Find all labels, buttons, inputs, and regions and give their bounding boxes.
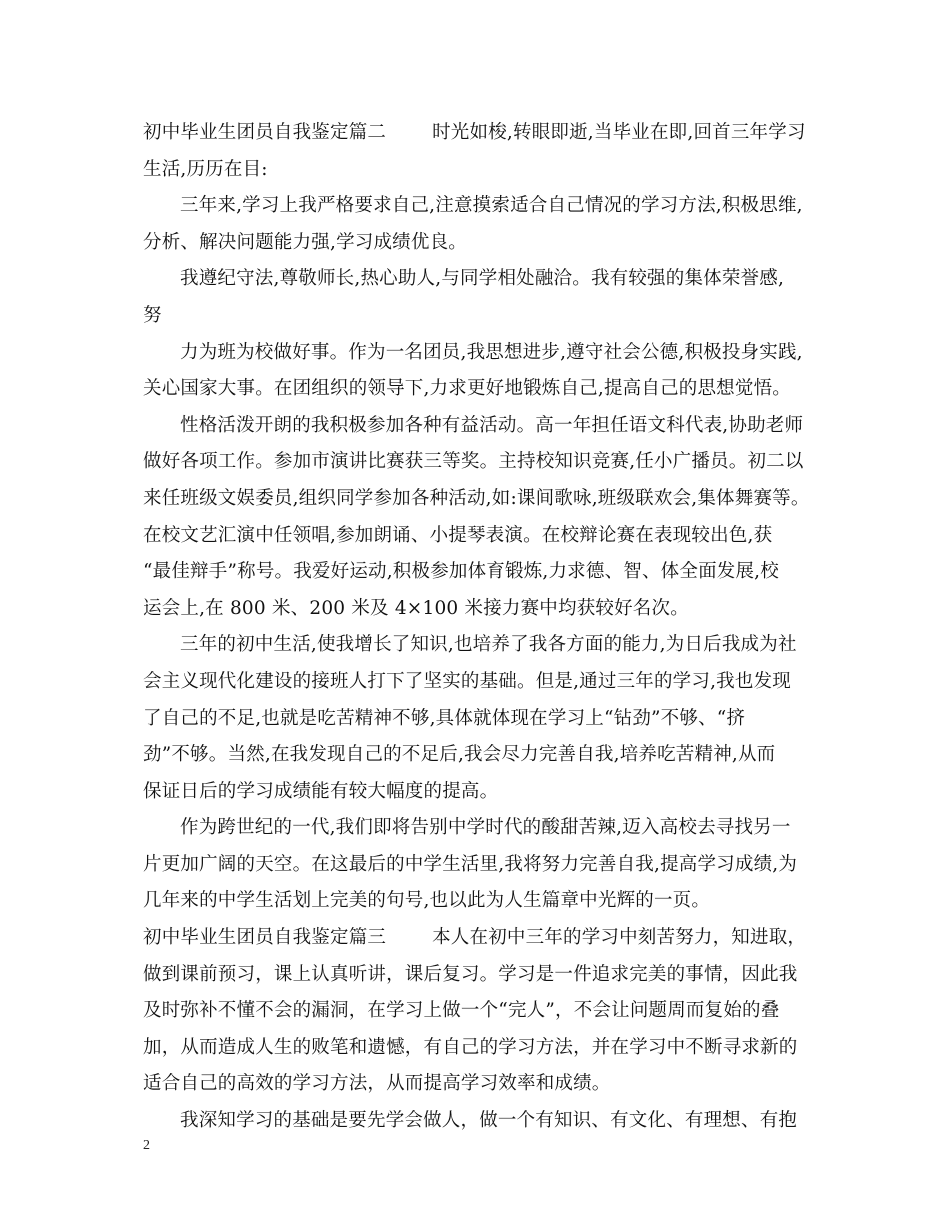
text-line — [143, 152, 813, 189]
section-heading: 初中毕业生团员自我鉴定篇二 — [143, 122, 387, 143]
text-run: 片更加广阔的天空。在这最后的中学生活里,我将努力完善自我,提高学习成绩,为 — [143, 853, 798, 875]
text-run: 作为跨世纪的一代,我们即将告别中学时代的酸甜苦辣,迈入高校去寻找另一 — [180, 817, 791, 839]
text-line — [143, 701, 813, 738]
text-run: 了自己的不足,也就是吃苦精神不够,具体就体现在学习上“钻劲”不够、“挤 — [143, 707, 746, 729]
text-line — [143, 225, 813, 262]
text-line — [143, 847, 813, 884]
text-run: 加，从而造成人生的败笔和遗憾，有自己的学习方法，并在学习中不断寻求新的 — [143, 1036, 798, 1058]
text-line — [143, 591, 813, 628]
text-line — [143, 883, 813, 920]
text-run: 我深知学习的基础是要先学会做人，做一个有知识、有文化、有理想、有抱 — [180, 1110, 798, 1132]
text-run: “最佳辩手”称号。我爱好运动,积极参加体育锻炼,力求德、智、体全面发展,校 — [143, 561, 779, 583]
text-line — [143, 737, 813, 774]
text-run: 会主义现代化建设的接班人打下了坚实的基础。但是,通过三年的学习,我也发现 — [143, 670, 791, 692]
text-run: 本人在初中三年的学习中刻苦努力，知进取， — [432, 927, 807, 949]
text-run: 在校文艺汇演中任领唱,参加朗诵、小提琴表演。在校辩论赛在表现较出色,获 — [143, 524, 773, 546]
text-line — [143, 408, 813, 445]
text-run: 适合自己的高效的学习方法，从而提高学习效率和成绩。 — [143, 1073, 611, 1095]
text-run: 力为班为校做好事。作为一名团员,我思想进步,遵守社会公德,积极投身实践, — [180, 341, 803, 363]
text-run: 做到课前预习，课上认真听讲，课后复习。学习是一件追求完美的事情，因此我 — [143, 963, 798, 985]
text-run: 关心国家大事。在团组织的领导下,力求更好地锻炼自己,提高自己的思想觉悟。 — [143, 378, 791, 400]
text-line — [143, 481, 813, 518]
text-run: 几年来的中学生活划上完美的句号,也以此为人生篇章中光辉的一页。 — [143, 890, 711, 912]
text-line — [143, 627, 813, 664]
text-run: 我遵纪守法,尊敬师长,热心助人,与同学相处融洽。我有较强的集体荣誉感, — [180, 268, 785, 290]
text-run: 劲”不够。当然,在我发现自己的不足后,我会尽力完善自我,培养吃苦精神,从而 — [143, 744, 776, 766]
text-line-section-heading-3 — [143, 920, 813, 957]
text-line — [143, 957, 813, 994]
text-line — [143, 1066, 813, 1103]
text-run: 生活,历历在目: — [143, 158, 268, 180]
text-line — [143, 1030, 813, 1067]
text-run: 做好各项工作。参加市演讲比赛获三等奖。主持校知识竞赛,任小广播员。初二以 — [143, 451, 804, 473]
text-line — [143, 188, 813, 225]
text-run: 保证日后的学习成绩能有较大幅度的提高。 — [143, 780, 499, 802]
text-run: 及时弥补不懂不会的漏洞，在学习上做一个“完人”，不会让问题周而复始的叠 — [143, 1000, 780, 1022]
text-line — [143, 810, 813, 847]
text-line — [143, 774, 813, 811]
text-run: 分析、解决问题能力强,学习成绩优良。 — [143, 231, 467, 253]
text-line — [143, 371, 813, 408]
text-run: 性格活泼开朗的我积极参加各种有益活动。高一年担任语文科代表,协助老师 — [180, 414, 804, 436]
text-run: 时光如梭,转眼即逝,当毕业在即,回首三年学习 — [432, 122, 806, 143]
document-body — [143, 115, 813, 1140]
text-line-section-heading-2 — [143, 115, 813, 152]
text-line — [143, 1103, 813, 1140]
text-run: 来任班级文娱委员,组织同学参加各种活动,如:课间歌咏,班级联欢会,集体舞赛等。 — [143, 487, 810, 509]
text-line — [143, 993, 813, 1030]
text-run: 三年的初中生活,使我增长了知识,也培养了我各方面的能力,为日后我成为社 — [180, 634, 797, 656]
section-heading: 初中毕业生团员自我鉴定篇三 — [143, 927, 387, 949]
text-run: 三年来,学习上我严格要求自己,注意摸索适合自己情况的学习方法,积极思维, — [180, 195, 803, 217]
text-run: 努 — [143, 304, 162, 326]
text-line — [143, 261, 813, 298]
text-line — [143, 444, 813, 481]
text-line — [143, 664, 813, 701]
text-run: 运会上,在 800 米、200 米及 4×100 米接力赛中均获较好名次。 — [143, 597, 689, 619]
page-number: 2 — [143, 1138, 150, 1153]
text-line — [143, 518, 813, 555]
text-line — [143, 554, 813, 591]
text-line — [143, 298, 813, 335]
text-line — [143, 335, 813, 372]
